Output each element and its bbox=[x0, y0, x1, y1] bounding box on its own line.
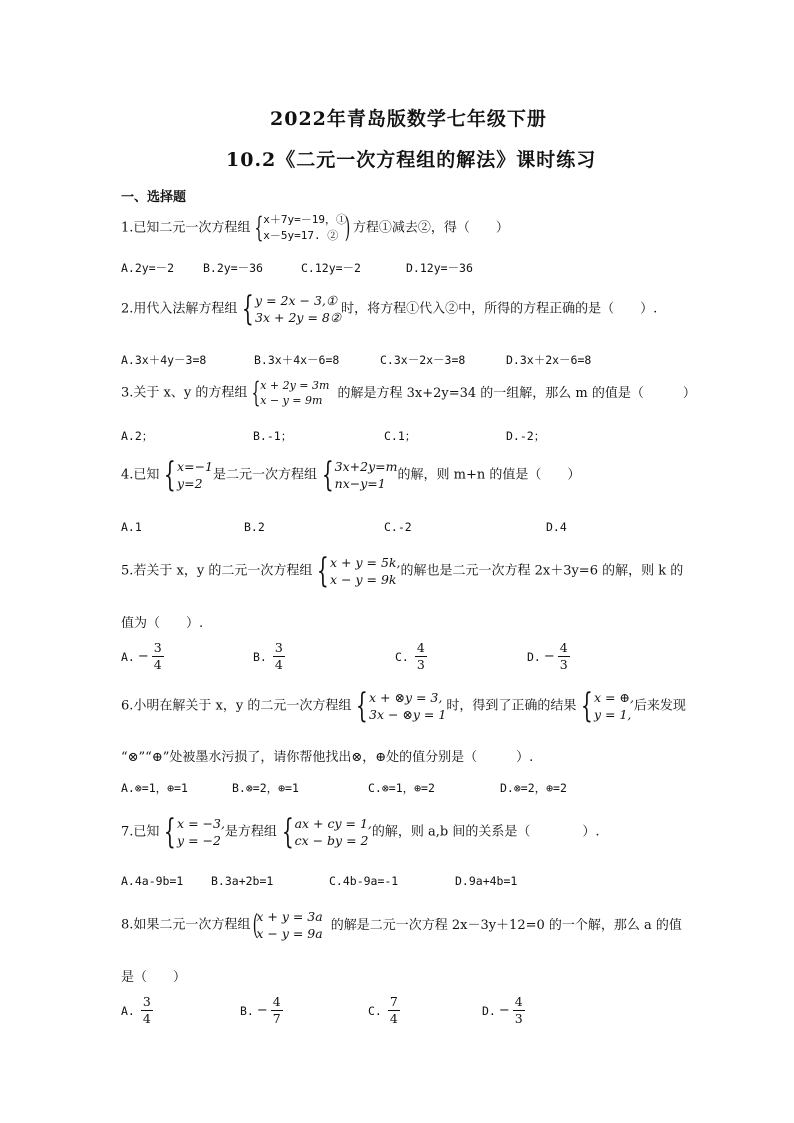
q7-option-c: C.4b-9a=-1 bbox=[329, 874, 399, 888]
q7-s2-eq1: ax + cy = 1, bbox=[294, 816, 372, 831]
option-label: C. bbox=[395, 649, 409, 664]
question-3 bbox=[121, 378, 696, 408]
fraction bbox=[273, 640, 285, 673]
left-brace: { bbox=[321, 455, 334, 495]
q7-s1-eq2: y = −2 bbox=[177, 833, 221, 848]
q3-option-a: A.2； bbox=[121, 429, 154, 443]
q1-option-b: B.2y=－36 bbox=[203, 261, 263, 275]
numerator: 3 bbox=[274, 640, 283, 655]
q4-option-d: D.4 bbox=[546, 520, 567, 534]
option-label: B. bbox=[253, 649, 267, 664]
q3-eq1: x + 2y = 3m bbox=[260, 379, 330, 392]
fraction bbox=[513, 994, 525, 1027]
right-brace: ) bbox=[344, 211, 351, 244]
q4-option-b: B.2 bbox=[244, 520, 265, 534]
left-brace: { bbox=[281, 812, 294, 852]
q8-eq2: x − y = 9a bbox=[256, 926, 323, 941]
question-6 bbox=[121, 686, 686, 726]
q6-eq2: 3x − ⊗y = 1 bbox=[369, 707, 447, 722]
q7-option-d: D.9a+4b=1 bbox=[455, 874, 518, 888]
q3-option-c: C.1； bbox=[384, 429, 417, 443]
q5-prefix: 5.若关于 x，y 的二元一次方程组 bbox=[121, 563, 313, 579]
denominator: 4 bbox=[142, 1011, 151, 1026]
q3-prefix: 3.关于 x、y 的方程组 bbox=[121, 385, 248, 401]
document-subtitle: 10.2《二元一次方程组的解法》课时练习 bbox=[226, 149, 597, 171]
q5-eq2: x − y = 9k bbox=[330, 572, 397, 587]
q1-eq1: x＋7y=－19，① bbox=[263, 213, 347, 226]
q1-eq2: x－5y=17. ② bbox=[263, 229, 339, 242]
q3-equation-system bbox=[247, 378, 329, 408]
q2-option-b: B.3x＋4x－6=8 bbox=[254, 353, 340, 367]
denominator: 4 bbox=[274, 657, 283, 672]
left-brace: { bbox=[254, 211, 264, 244]
q6-line2: “⊗”“⊕”处被墨水污损了，请你帮他找出⊗，⊕处的值分别是（ ）. bbox=[121, 750, 534, 765]
q6-option-c: C.⊗=1，⊕=2 bbox=[368, 781, 435, 795]
denominator: 3 bbox=[559, 657, 568, 672]
option-label: A. bbox=[121, 649, 135, 664]
q6-option-a: A.⊗=1，⊕=1 bbox=[121, 781, 188, 795]
q8-option-d bbox=[482, 994, 525, 1027]
fraction bbox=[415, 640, 427, 673]
q4-option-a: A.1 bbox=[121, 520, 142, 534]
q4-mid: 是二元一次方程组 bbox=[213, 467, 318, 483]
q8-eq1: x + y = 3a bbox=[256, 909, 323, 924]
q4-s2-eq2: nx−y=1 bbox=[334, 476, 386, 491]
q5-eq1: x + y = 5k, bbox=[330, 555, 401, 570]
q7-s1-eq1: x = −3, bbox=[177, 816, 225, 831]
numerator: 4 bbox=[559, 640, 568, 655]
q7-solution-system bbox=[159, 812, 225, 852]
document-title: 2022年青岛版数学七年级下册 bbox=[270, 108, 547, 130]
q4-solution-system bbox=[159, 455, 213, 495]
question-7 bbox=[121, 812, 600, 852]
denominator: 4 bbox=[153, 657, 162, 672]
q3-suffix: 的解是方程 3x+2y=34 的一组解，那么 m 的值是（ ） bbox=[337, 385, 696, 401]
q8-option-a bbox=[121, 994, 153, 1027]
option-sign: − bbox=[137, 649, 149, 664]
q7-mid: 是方程组 bbox=[224, 824, 277, 840]
q2-suffix: 时，将方程①代入②中，所得的方程正确的是（ ）. bbox=[341, 301, 658, 317]
question-8 bbox=[121, 908, 682, 942]
question-5 bbox=[121, 551, 684, 591]
q2-eq2: 3x + 2y = 8② bbox=[255, 310, 342, 325]
option-sign: − bbox=[543, 649, 555, 664]
q6-equation-system bbox=[351, 686, 447, 726]
left-brace: ( bbox=[253, 908, 259, 941]
q7-prefix: 7.已知 bbox=[121, 824, 160, 840]
option-label: C. bbox=[368, 1003, 382, 1018]
q6-result-system bbox=[576, 686, 634, 726]
q3-option-d: D.-2； bbox=[506, 429, 546, 443]
option-label: D. bbox=[482, 1003, 496, 1018]
q6-suffix: 后来发现 bbox=[633, 698, 686, 714]
q5-equation-system bbox=[312, 551, 401, 591]
option-label: D. bbox=[527, 649, 541, 664]
q5-line2: 值为（ ）. bbox=[121, 616, 204, 631]
q7-suffix: 的解，则 a,b 间的关系是（ ）. bbox=[371, 824, 600, 840]
numerator: 4 bbox=[272, 994, 281, 1009]
q1-option-a: A.2y=－2 bbox=[121, 261, 175, 275]
section-heading: 一、选择题 bbox=[121, 190, 187, 205]
option-label: B. bbox=[240, 1003, 254, 1018]
q7-option-a: A.4a-9b=1 bbox=[121, 874, 184, 888]
option-label: A. bbox=[121, 1003, 135, 1018]
q2-prefix: 2.用代入法解方程组 bbox=[121, 301, 238, 317]
q7-s2-eq2: cx − by = 2 bbox=[294, 833, 369, 848]
q5-option-a bbox=[121, 640, 164, 673]
q3-eq2: x − y = 9m bbox=[260, 394, 323, 407]
denominator: 7 bbox=[272, 1011, 281, 1026]
option-sign: − bbox=[256, 1003, 268, 1018]
denominator: 3 bbox=[514, 1011, 523, 1026]
q3-option-b: B.-1； bbox=[253, 429, 293, 443]
denominator: 4 bbox=[389, 1011, 398, 1026]
question-1 bbox=[121, 212, 509, 244]
q5-suffix: 的解也是二元一次方程 2x＋3y=6 的解，则 k 的 bbox=[400, 563, 684, 579]
numerator: 4 bbox=[416, 640, 425, 655]
q4-s1-eq1: x=−1 bbox=[177, 459, 213, 474]
fraction bbox=[271, 994, 283, 1027]
numerator: 3 bbox=[142, 994, 151, 1009]
left-brace: { bbox=[317, 551, 330, 591]
q5-option-c bbox=[395, 640, 427, 673]
fraction bbox=[152, 640, 164, 673]
left-brace: { bbox=[164, 812, 177, 852]
fraction bbox=[141, 994, 153, 1027]
q6-mid: 时，得到了正确的结果 bbox=[446, 698, 577, 714]
question-4 bbox=[121, 455, 581, 495]
q8-option-b bbox=[240, 994, 283, 1027]
q8-equation-system bbox=[250, 908, 322, 942]
q4-suffix: 的解，则 m+n 的值是（ ） bbox=[397, 467, 581, 483]
q2-eq1: y = 2x − 3,① bbox=[255, 293, 338, 308]
numerator: 4 bbox=[514, 994, 523, 1009]
q6-eq1: x + ⊗y = 3, bbox=[369, 690, 443, 705]
q6-option-b: B.⊗=2，⊕=1 bbox=[232, 781, 299, 795]
q4-s1-eq2: y=2 bbox=[177, 476, 203, 491]
q5-option-b bbox=[253, 640, 285, 673]
numerator: 3 bbox=[153, 640, 162, 655]
q1-equation-system bbox=[250, 212, 353, 244]
q2-option-d: D.3x＋2x－6=8 bbox=[506, 353, 592, 367]
q6-r1: x = ⊕, bbox=[594, 690, 634, 705]
option-sign: − bbox=[498, 1003, 510, 1018]
q7-option-b: B.3a+2b=1 bbox=[211, 874, 274, 888]
q2-option-c: C.3x－2x－3=8 bbox=[380, 353, 466, 367]
fraction bbox=[388, 994, 400, 1027]
q1-option-d: D.12y=－36 bbox=[406, 261, 473, 275]
q8-suffix: 的解是二元一次方程 2x－3y＋12=0 的一个解，那么 a 的值 bbox=[330, 917, 682, 933]
q2-equation-system bbox=[237, 289, 342, 329]
denominator: 3 bbox=[416, 657, 425, 672]
q4-s2-eq1: 3x+2y=m bbox=[334, 459, 398, 474]
q7-equation-system bbox=[277, 812, 372, 852]
q4-prefix: 4.已知 bbox=[121, 467, 160, 483]
q5-option-d bbox=[527, 640, 570, 673]
left-brace: { bbox=[242, 289, 255, 329]
q6-option-d: D.⊗=2，⊕=2 bbox=[500, 781, 567, 795]
left-brace: { bbox=[581, 686, 594, 726]
left-brace: { bbox=[251, 376, 261, 409]
q8-line2: 是（ ） bbox=[121, 970, 187, 985]
left-brace: { bbox=[164, 455, 177, 495]
q1-prefix: 1.已知二元一次方程组 bbox=[121, 220, 251, 236]
q4-equation-system bbox=[317, 455, 398, 495]
q8-option-c bbox=[368, 994, 400, 1027]
q2-option-a: A.3x＋4y－3=8 bbox=[121, 353, 207, 367]
question-2 bbox=[121, 289, 658, 329]
q4-option-c: C.-2 bbox=[384, 520, 412, 534]
fraction bbox=[558, 640, 570, 673]
q6-prefix: 6.小明在解关于 x，y 的二元一次方程组 bbox=[121, 698, 352, 714]
q1-suffix: 方程①减去②，得（ ） bbox=[352, 220, 509, 236]
left-brace: { bbox=[356, 686, 369, 726]
numerator: 7 bbox=[389, 994, 398, 1009]
q8-prefix: 8.如果二元一次方程组 bbox=[121, 917, 251, 933]
q1-option-c: C.12y=－2 bbox=[301, 261, 361, 275]
q6-r2: y = 1, bbox=[594, 707, 632, 722]
